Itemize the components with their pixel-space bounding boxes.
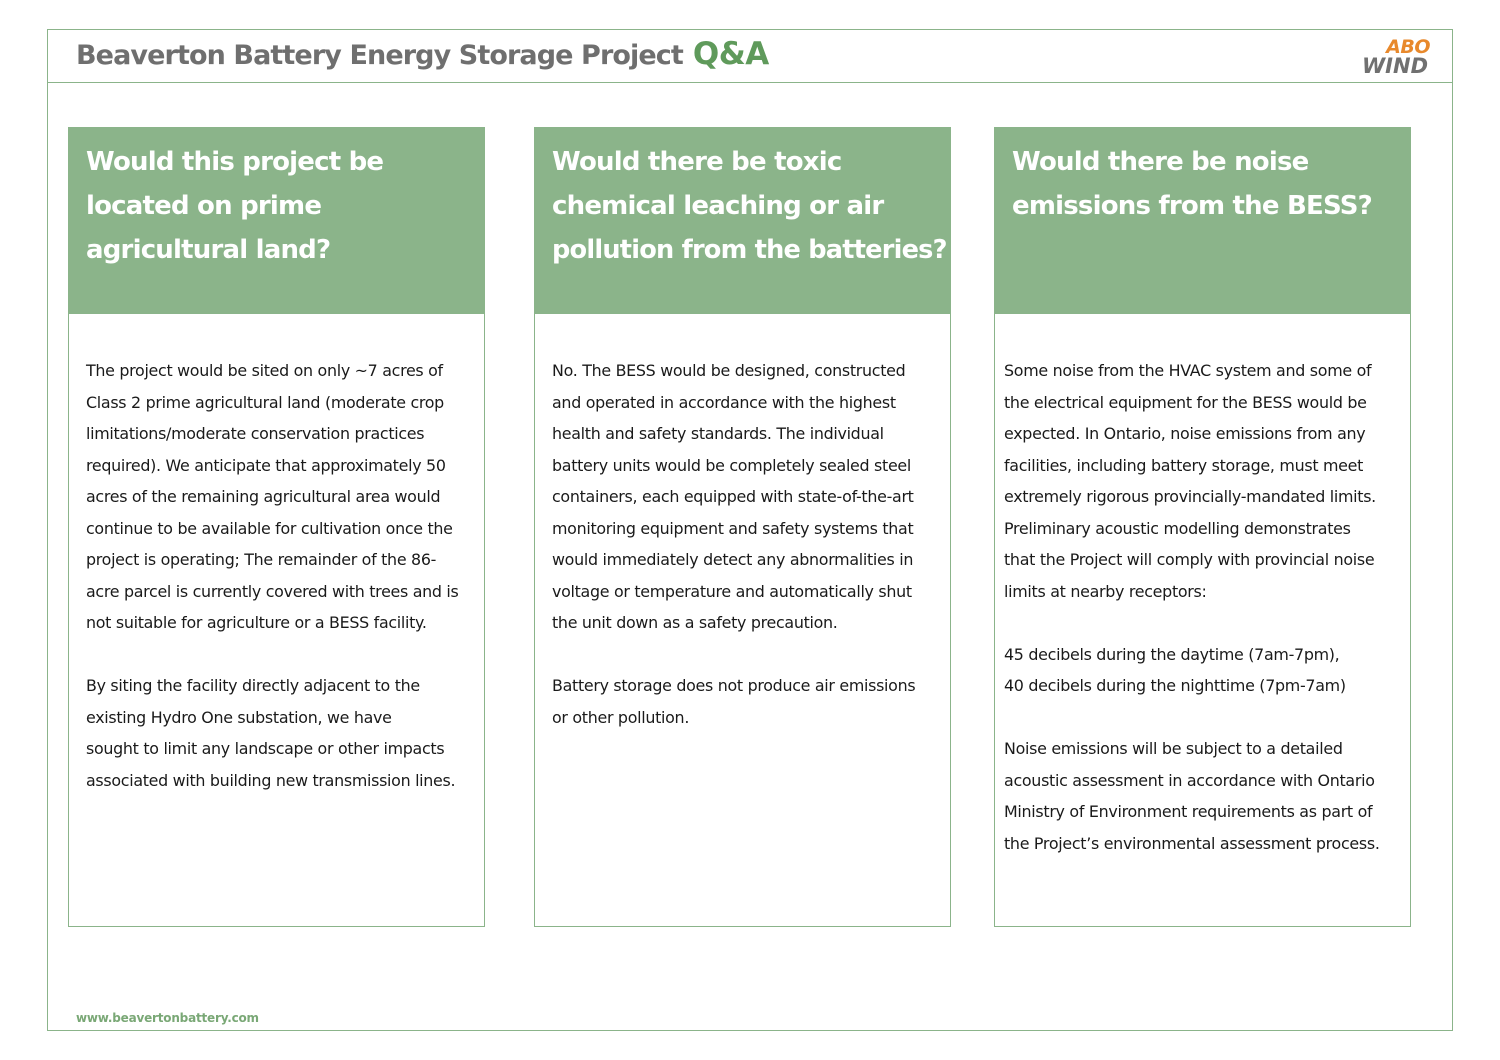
answer-paragraph xyxy=(1004,639,1410,702)
answer-line: By siting the facility directly adjacent to the xyxy=(86,676,420,695)
answer-line: Battery storage does not produce air emissions xyxy=(552,676,916,695)
page-title xyxy=(76,36,769,72)
question-line: chemical leaching or air xyxy=(552,191,884,221)
qa-question xyxy=(1012,140,1402,228)
qa-card-noise-emissions xyxy=(994,127,1411,927)
qa-answer xyxy=(552,355,950,765)
answer-line: voltage or temperature and automatically shut xyxy=(552,581,912,601)
page-title-qa: Q&A xyxy=(692,36,769,72)
answer-line: limitations/moderate conservation practices xyxy=(86,424,425,443)
answer-paragraph xyxy=(552,670,950,733)
answer-line: existing Hydro One substation, we have xyxy=(86,707,392,727)
answer-line: limits at nearby receptors: xyxy=(1004,581,1207,601)
answer-line: monitoring equipment and safety systems that xyxy=(552,518,914,538)
page-title-text: Beaverton Battery Energy Storage Project xyxy=(76,40,683,71)
answer-line: battery units would be completely sealed steel xyxy=(552,455,911,475)
qa-answer xyxy=(1004,355,1410,891)
answer-line: associated with building new transmission lines. xyxy=(86,770,456,790)
logo-abo-text: ABO xyxy=(1386,36,1430,58)
answer-paragraph xyxy=(86,670,484,796)
qa-card-header xyxy=(535,128,950,314)
qa-card-header xyxy=(995,128,1410,314)
answer-line: the electrical equipment for the BESS would be xyxy=(1004,392,1367,412)
answer-line: acres of the remaining agricultural area would xyxy=(86,487,441,506)
answer-line: acoustic assessment in accordance with Ontario xyxy=(1004,770,1375,790)
answer-line: extremely rigorous provincially-mandated limits. xyxy=(1004,487,1376,506)
question-line: Would there be toxic xyxy=(552,147,842,177)
answer-paragraph xyxy=(1004,355,1410,607)
answer-line: No. The BESS would be designed, constructed xyxy=(552,361,906,380)
answer-line: not suitable for agriculture or a BESS facility. xyxy=(86,613,427,632)
answer-line: acre parcel is currently covered with trees and is xyxy=(86,581,459,601)
header-divider xyxy=(47,82,1453,83)
answer-line: health and safety standards. The individual xyxy=(552,424,884,443)
abo-wind-logo xyxy=(1350,38,1430,78)
answer-line: and operated in accordance with the highest xyxy=(552,392,896,412)
qa-card-header xyxy=(69,128,484,314)
answer-line: project is operating; The remainder of the 86- xyxy=(86,550,437,569)
logo-wind-text: WIND xyxy=(1362,54,1428,78)
qa-question xyxy=(86,140,476,272)
qa-card-toxic-leaching xyxy=(534,127,951,927)
answer-paragraph xyxy=(86,355,484,639)
answer-line: 40 decibels during the nighttime (7pm-7am) xyxy=(1004,676,1346,695)
answer-line: continue to be available for cultivation once the xyxy=(86,518,453,538)
question-line: agricultural land? xyxy=(86,235,331,265)
answer-line: required). We anticipate that approximately 50 xyxy=(86,455,446,475)
answer-line: The project would be sited on only ~7 acres of xyxy=(86,361,443,380)
answer-line: Preliminary acoustic modelling demonstrates xyxy=(1004,518,1351,538)
qa-answer xyxy=(86,355,484,828)
question-line: emissions from the BESS? xyxy=(1012,191,1372,221)
answer-line: facilities, including battery storage, must meet xyxy=(1004,455,1364,475)
answer-line: containers, each equipped with state-of-the-art xyxy=(552,487,914,506)
question-line: Would this project be xyxy=(86,147,384,177)
question-line: located on prime xyxy=(86,191,322,221)
footer-website-link[interactable]: www.beavertonbattery.com xyxy=(76,1011,259,1025)
answer-line: Class 2 prime agricultural land (moderate crop xyxy=(86,392,444,412)
answer-line: the unit down as a safety precaution. xyxy=(552,613,838,632)
answer-paragraph xyxy=(1004,733,1410,859)
answer-line: would immediately detect any abnormalities in xyxy=(552,550,914,569)
question-line: Would there be noise xyxy=(1012,147,1309,177)
answer-line: that the Project will comply with provincial noise xyxy=(1004,550,1375,569)
answer-line: Noise emissions will be subject to a detailed xyxy=(1004,739,1343,758)
answer-line: Some noise from the HVAC system and some of xyxy=(1004,361,1372,380)
qa-question xyxy=(552,140,947,272)
answer-line: or other pollution. xyxy=(552,707,690,727)
answer-line: expected. In Ontario, noise emissions from any xyxy=(1004,424,1366,443)
answer-paragraph xyxy=(552,355,950,639)
qa-card-agricultural-land xyxy=(68,127,485,927)
answer-line: Ministry of Environment requirements as part of xyxy=(1004,802,1373,821)
question-line: pollution from the batteries? xyxy=(552,235,947,265)
answer-line: the Project’s environmental assessment process. xyxy=(1004,833,1380,853)
answer-line: 45 decibels during the daytime (7am-7pm), xyxy=(1004,644,1340,664)
answer-line: sought to limit any landscape or other impacts xyxy=(86,739,445,758)
